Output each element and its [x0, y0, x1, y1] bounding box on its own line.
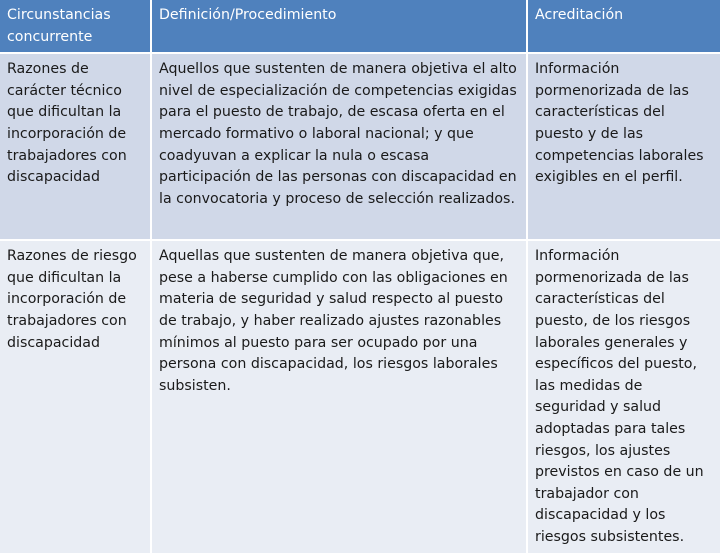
- cell-circumstance: Razones de riesgo que dificultan la incorporación de trabajadores con discapacidad: [0, 241, 152, 554]
- cell-definition: Aquellos que sustenten de manera objetiva el alto nivel de especialización de competencias exigidas para el puesto de trabajo, de escasa oferta en el mercado formativo o laboral nacional; y que coadyuvan a explicar la nula o escasa participación de las personas con discapacidad en la convocatoria y proceso de selección realizados.: [152, 54, 528, 241]
- cell-definition: Aquellas que sustenten de manera objetiva que, pese a haberse cumplido con las obligaciones en materia de seguridad y salud respecto al puesto de trabajo, y haber realizado ajustes razonables mínimos al puesto para ser ocupado por una persona con discapacidad, los riesgos laborales subsisten.: [152, 241, 528, 554]
- header-circumstance: Circunstancias concurrente: [0, 0, 152, 54]
- header-row: [0, 0, 720, 54]
- header-accreditation: Acreditación: [528, 0, 720, 54]
- table-row: [0, 241, 720, 554]
- cell-accreditation: Información pormenorizada de las características del puesto, de los riesgos laborales generales y específicos del puesto, las medidas de seguridad y salud adoptadas para tales riesgos, los ajustes previstos en caso de un trabajador con discapacidad y los riesgos subsistentes.: [528, 241, 720, 554]
- header-definition: Definición/Procedimiento: [152, 0, 528, 54]
- table-row: [0, 54, 720, 241]
- cell-accreditation: Información pormenorizada de las características del puesto y de las competencias laborales exigibles en el perfil.: [528, 54, 720, 241]
- cell-circumstance: Razones de carácter técnico que dificultan la incorporación de trabajadores con discapacidad: [0, 54, 152, 241]
